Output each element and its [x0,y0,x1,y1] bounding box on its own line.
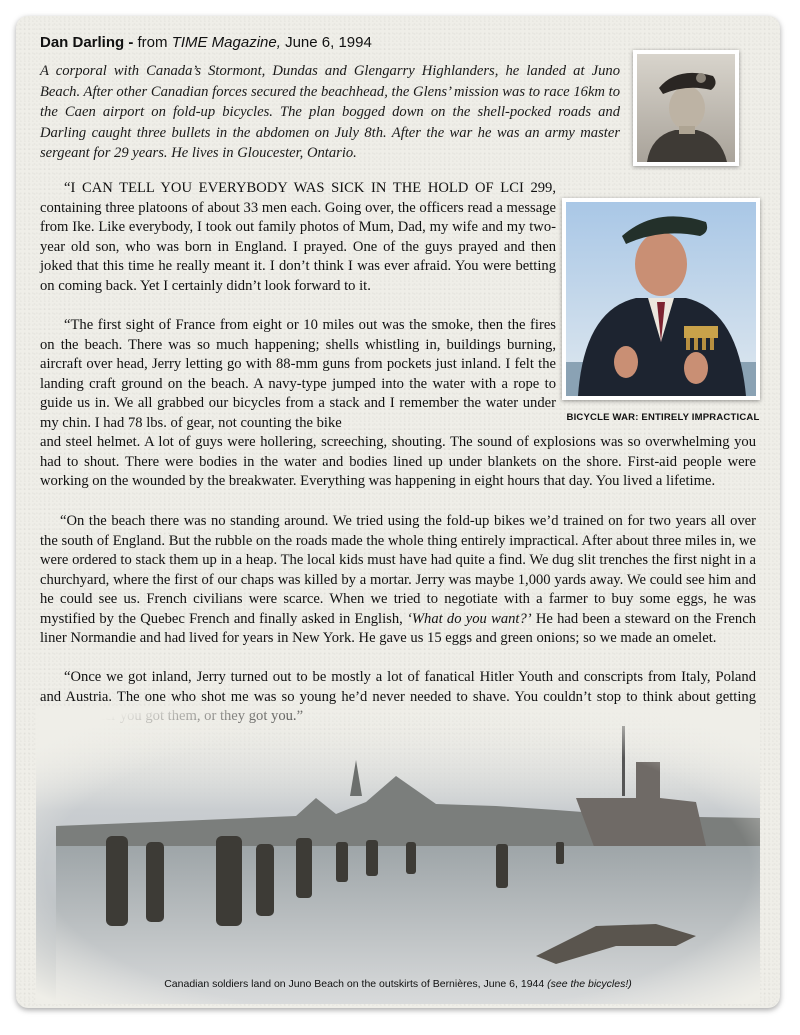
publication-date: June 6, 1994 [280,34,372,51]
source-prefix: from [133,34,172,51]
veteran-photo [562,198,760,400]
story-paragraph-3 [40,512,756,649]
article-heading [40,34,620,51]
story-quote: ‘What do you want?’ [407,610,532,627]
veteran-photo-caption: BICYCLE WAR: ENTIRELY IMPRACTICAL [566,412,760,423]
intro-paragraph: A corporal with Canada’s Stormont, Dundas and Glengarry Highlanders, he landed at Juno Beach. After other Canadian forces secured the beachhead, the Glens’ mission was to race 16km to the Caen airport on fold-up bicycles. The plan bogged down on the shell-pocked roads and Darling caught three bullets in the abdomen on July 8th. After the war he was an army master sergeant for 29 years. He lives in Gloucester, Ontario. [40,63,620,161]
story-paragraph-2a: “The first sight of France from eight or 10 miles out was the smoke, then the fires on the beach. There was so much happening; shells whistling in, buildings burning, aircraft over head, Jerry letting go with 88-mm guns from pockets just inland. I felt the landing craft ground on the beach. A navy-type jumped into the water with a rope to guide us in. We all grabbed our bicycles from a stack and I remember the water under my chin. I had 78 lbs. of gear, not counting the bike [40,317,556,431]
publication-name: TIME Magazine, [171,34,281,51]
beach-caption-main: Canadian soldiers land on Juno Beach on the outskirts of Bernières, June 6, 1944 [164,978,548,990]
article-page [16,16,780,1008]
juno-beach-photo [36,706,760,1004]
story-paragraph-3-end: He had been a steward on the French liner Normandie and had lived for years in New York. He gave us 15 eggs and green onions; so we made an omelet. [40,610,756,646]
story-paragraph-3-text: “On the beach there was no standing around. We tried using the fold-up bikes we’d trained on for two years all over the south of England. But the rubble on the roads made the whole thing entirely impractical. After about three miles in, we were ordered to stack them up in a heap. The local kids must have had quite a find. We dug slit trenches the first night in a churchyard, where the first of our chaps was killed by a mortar. Jerry was maybe 1,000 yards away. We could see him and he could see us. French civilians were scarce. When we tried to negotiate with a farmer to buy some eggs, he was mystified by the Quebec French and finally asked in English, [40,513,756,627]
young-soldier-photo [633,50,739,166]
story-paragraph-2b: and steel helmet. A lot of guys were hollering, screeching, shouting. The sound of explosions was so overwhelming you had to shout. There were bodies in the water and bodies lined up under blankets on the shore. First-aid people were working on the wounded by the breakwater. Everything was happening in eight hours that day. You lived a lifetime. [40,434,756,489]
beach-caption-aside: (see the bicycles!) [547,978,632,990]
story-paragraph-4: “Once we got inland, Jerry turned out to be mostly a lot of fanatical Hitler Youth and conscripts from Italy, Poland and Austria. The one who shot me was so young he’d never needed to shave. You couldn’t stop to think about getting [40,669,756,705]
juno-beach-caption [36,978,760,990]
story-paragraph-1: “I CAN TELL YOU EVERYBODY WAS SICK IN THE HOLD OF LCI 299, containing three platoons of about 33 men each. Going over, the officers read a message from Ike. Like everybody, I took out family photos of Mum, Dad, my wife and my two-year old son, who was born in England. I prayed. One of the guys prayed and then joked that this time he really meant it. I don’t think I was ever afraid. You were betting on coming back. Yet I certainly didn’t look forward to it. [40,180,556,294]
subject-name: Dan Darling - [40,34,134,51]
